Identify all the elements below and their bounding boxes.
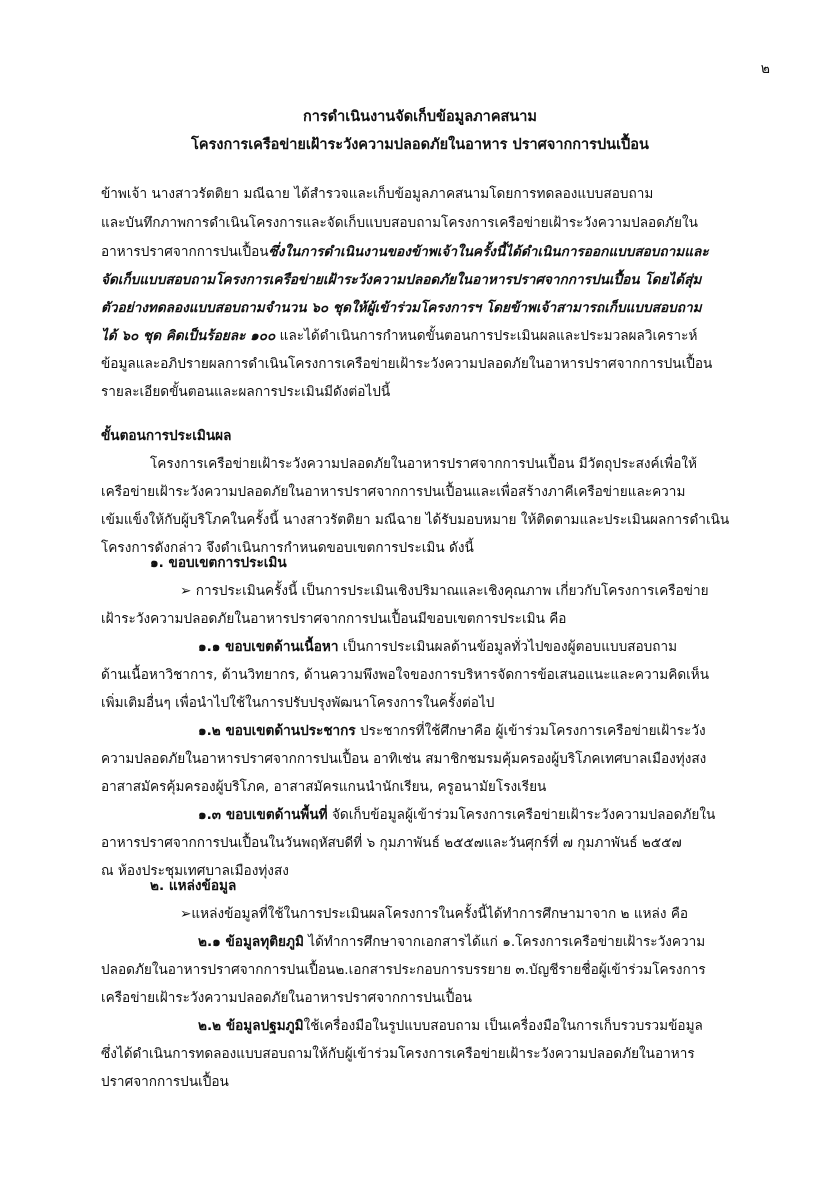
primary-data-text: ใช้เครื่องมือในรูปแบบสอบถาม เป็นเครื่องมือในการเก็บรวบรวมข้อมูล	[303, 1018, 703, 1034]
scope-population-line-2: ความปลอดภัยในอาหารปราศจากการปนเปื้อน อาทิเช่น สมาชิกชมรมคุ้มครองผู้บริโภคเทศบาลเมืองทุ่งสง	[101, 751, 707, 767]
primary-data-line-1	[198, 1020, 703, 1034]
sources-bullet-line	[180, 908, 688, 922]
arrow-bullet-icon: ➢	[180, 906, 192, 922]
document-title-line-1: การดำเนินงานจัดเก็บข้อมูลภาคสนาม	[303, 109, 537, 125]
intro-line-8: รายละเอียดขั้นตอนและผลการประเมินมีดังต่อไปนี้	[101, 384, 391, 400]
section-line-3: เข้มแข็งให้กับผู้บริโภคในครั้งนี้ นางสาวรัตติยา มณีฉาย ได้รับมอบหมาย ให้ติดตามและประเมินผลการดำเนิน	[101, 512, 730, 528]
scope-population-line-3: อาสาสมัครคุ้มครองผู้บริโภค, อาสาสมัครแกนนำนักเรียน, ครูอนามัยโรงเรียน	[101, 779, 547, 795]
section-line-1: โครงการเครือข่ายเฝ้าระวังความปลอดภัยในอาหารปราศจากการปนเปื้อน มีวัตถุประสงค์เพื่อให้	[150, 456, 697, 472]
intro-line-6-plain: และได้ดำเนินการกำหนดขั้นตอนการประเมินผลและประมวลผลวิเคราะห์	[275, 328, 698, 344]
scope-bullet-line-2: เฝ้าระวังความปลอดภัยในอาหารปราศจากการปนเปื้อนมีขอบเขตการประเมิน คือ	[101, 611, 567, 627]
intro-line-3-emphasis: ซึ่งในการดำเนินงานของข้าพเจ้าในครั้งนี้ได้ดำเนินการออกแบบสอบถามและ	[268, 244, 709, 260]
scope-content-text: เป็นการประเมินผลด้านข้อมูลทั่วไปของผู้ตอบแบบสอบถาม	[338, 639, 678, 655]
primary-data-line-3: ปราศจากการปนเปื้อน	[101, 1074, 229, 1090]
secondary-data-line-3: เครือข่ายเฝ้าระวังความปลอดภัยในอาหารปราศจากการปนเปื้อน	[101, 990, 472, 1006]
scope-population-line-1	[198, 725, 706, 739]
document-title-line-2: โครงการเครือข่ายเฝ้าระวังความปลอดภัยในอาหาร ปราศจากการปนเปื้อน	[191, 137, 649, 153]
scope-bullet-text: การประเมินครั้งนี้ เป็นการประเมินเชิงปริมาณและเชิงคุณภาพ เกี่ยวกับโครงการเครือข่าย	[191, 583, 709, 599]
intro-line-5: ตัวอย่างทดลองแบบสอบถามจำนวน ๖๐ ชุดให้ผู้เข้าร่วมโครงการฯ โดยข้าพเจ้าสามารถเก็บแบบสอบถาม	[101, 300, 702, 316]
section-heading: ขั้นตอนการประเมินผล	[101, 428, 232, 444]
intro-line-4: จัดเก็บแบบสอบถามโครงการเครือข่ายเฝ้าระวังความปลอดภัยในอาหารปราศจากการปนเปื้อน โดยได้สุ่ม	[101, 272, 702, 288]
arrow-bullet-icon: ➢	[180, 583, 192, 599]
secondary-data-line-2: ปลอดภัยในอาหารปราศจากการปนเปื้อน๒.เอกสารประกอบการบรรยาย ๓.บัญชีรายชื่อผู้เข้าร่วมโครงการ	[101, 962, 706, 978]
intro-line-2: และบันทึกภาพการดำเนินโครงการและจัดเก็บแบบสอบถามโครงการเครือข่ายเฝ้าระวังความปลอดภัยใน	[101, 215, 698, 231]
intro-line-6-emphasis: ได้ ๖๐ ชุด คิดเป็นร้อยละ ๑๐๐	[101, 328, 276, 344]
primary-data-label: ๒.๒ ข้อมูลปฐมภูมิ	[198, 1018, 304, 1034]
secondary-data-text: ได้ทำการศึกษาจากเอกสารได้แก่ ๑.โครงการเครือข่ายเฝ้าระวังความ	[303, 934, 706, 950]
scope-population-label: ๑.๒ ขอบเขตด้านประชากร	[198, 723, 356, 739]
secondary-data-line-1	[198, 936, 705, 950]
page-number: ๒	[760, 61, 770, 77]
intro-line-1: ข้าพเจ้า นางสาวรัตติยา มณีฉาย ได้สำรวจและเก็บข้อมูลภาคสนามโดยการทดลองแบบสอบถาม	[101, 186, 654, 202]
scope-population-text: ประชากรที่ใช้ศึกษาคือ ผู้เข้าร่วมโครงการเครือข่ายเฝ้าระวัง	[355, 723, 706, 739]
intro-line-3-plain: อาหารปราศจากการปนเปื้อน	[101, 244, 269, 260]
scope-heading: ๑. ขอบเขตการประเมิน	[150, 555, 287, 571]
scope-content-line-3: เพิ่มเติมอื่นๆ เพื่อนำไปใช้ในการปรับปรุงพัฒนาโครงการในครั้งต่อไป	[101, 695, 495, 711]
scope-area-line-3: ณ ห้องประชุมเทศบาลเมืองทุ่งสง	[101, 863, 289, 879]
intro-line-6	[101, 330, 697, 344]
scope-area-line-2: อาหารปราศจากการปนเปื้อนในวันพฤหัสบดีที่ ๖ กุมภาพันธ์ ๒๕๕๗และวันศุกร์ที่ ๗ กุมภาพันธ์ ๒๕๕๗	[101, 835, 682, 851]
intro-line-3	[101, 246, 709, 260]
scope-area-text: จัดเก็บข้อมูลผู้เข้าร่วมโครงการเครือข่ายเฝ้าระวังความปลอดภัยใน	[327, 807, 716, 823]
section-line-4: โครงการดังกล่าว จึงดำเนินการกำหนดขอบเขตการประเมิน ดังนี้	[101, 540, 474, 556]
section-line-2: เครือข่ายเฝ้าระวังความปลอดภัยในอาหารปราศจากการปนเปื้อนและเพื่อสร้างภาคีเครือข่ายและความ	[101, 484, 686, 500]
sources-bullet-text: แหล่งข้อมูลที่ใช้ในการประเมินผลโครงการในครั้งนี้ได้ทำการศึกษามาจาก ๒ แหล่ง คือ	[191, 906, 689, 922]
scope-area-label: ๑.๓ ขอบเขตด้านพื้นที่	[198, 807, 328, 823]
secondary-data-label: ๒.๑ ข้อมูลทุติยภูมิ	[198, 934, 304, 950]
primary-data-line-2: ซึ่งได้ดำเนินการทดลองแบบสอบถามให้กับผู้เข้าร่วมโครงการเครือข่ายเฝ้าระวังความปลอดภัยในอาหาร	[101, 1046, 695, 1062]
scope-content-label: ๑.๑ ขอบเขตด้านเนื้อหา	[198, 639, 339, 655]
intro-line-7: ข้อมูลและอภิปรายผลการดำเนินโครงการเครือข่ายเฝ้าระวังความปลอดภัยในอาหารปราศจากการปนเปื้อน	[101, 356, 713, 372]
sources-heading: ๒. แหล่งข้อมูล	[150, 878, 237, 894]
scope-content-line-1	[198, 641, 677, 655]
scope-area-line-1	[198, 809, 715, 823]
scope-content-line-2: ด้านเนื้อหาวิชาการ, ด้านวิทยากร, ด้านความพึงพอใจของการบริหารจัดการข้อเสนอแนะและความคิดเห็น	[101, 667, 710, 683]
scope-bullet-line-1	[180, 585, 709, 599]
